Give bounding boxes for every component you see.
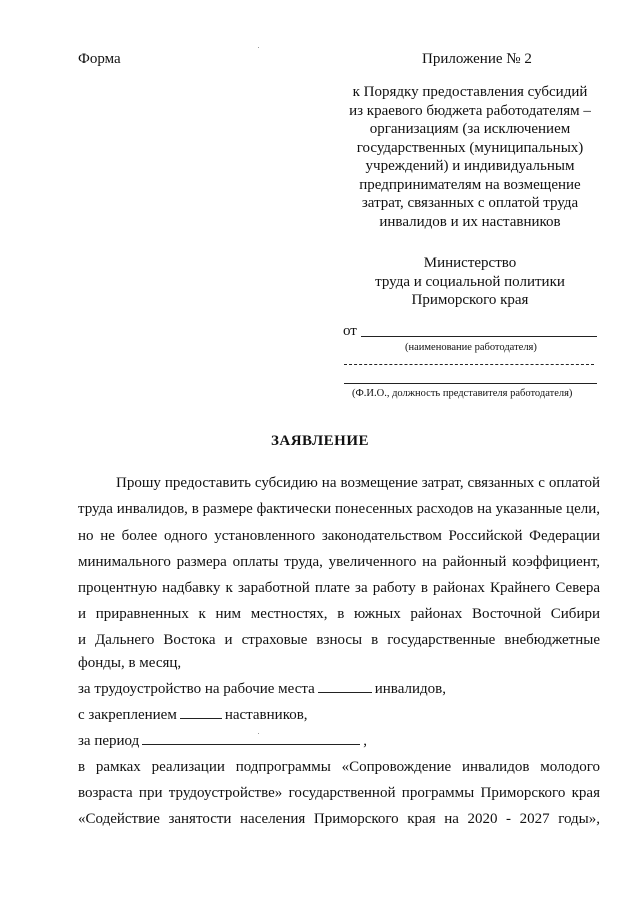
document-title: ЗАЯВЛЕНИЕ [270,433,370,449]
paragraph-line: и Дальнего Востока и страховые взносы в государственные внебюджетные [78,632,600,648]
employer-caption: (наименование работодателя) [405,342,537,353]
addressee-line: труда и социальной политики [375,273,565,290]
period-prefix: за период [78,733,140,749]
employer-name-field-2[interactable] [344,364,594,365]
scan-speck [258,733,259,734]
from-label: от [343,323,357,339]
addressee-block [330,254,610,310]
mentors-line [78,706,600,725]
program-line: в рамках реализации подпрограммы «Сопровождение инвалидов молодого [78,759,600,775]
period-field[interactable] [142,732,360,745]
paragraph-line: минимального размера оплаты труда, увеличенного на районный коэффициент, [78,554,600,570]
appendix-line: затрат, связанных с оплатой труда [361,195,579,211]
appendix-line: учреждений) и индивидуальным [365,158,575,174]
program-line: «Содействие занятости населения Приморского края на 2020 - 2027 годы», [78,811,600,827]
paragraph-line: Прошу предоставить субсидию на возмещение затрат, связанных с оплатой [116,475,600,491]
jobs-suffix: инвалидов, [374,681,446,697]
appendix-line: предпринимателям на возмещение [359,176,581,193]
appendix-label: Приложение № 2 [422,51,532,67]
addressee-line: Министерство [423,255,517,271]
representative-field[interactable] [344,383,597,384]
scan-speck [258,47,259,48]
appendix-line: к Порядку предоставления субсидий [352,84,588,100]
representative-caption: (Ф.И.О., должность представителя работодателя) [352,388,573,399]
jobs-count-field[interactable] [318,680,372,693]
paragraph-line: но не более одного установленного законодательством Российской Федерации [78,528,600,544]
period-line [78,732,600,751]
paragraph-line: процентную надбавку к заработной плате за работу в районах Крайнего Севера [78,580,600,596]
addressee-line: Приморского края [411,292,529,308]
mentors-count-field[interactable] [180,706,222,719]
appendix-line: из краевого бюджета работодателям – [349,102,591,119]
mentors-prefix: с закреплением [78,707,177,723]
appendix-line: государственных (муниципальных) [356,139,584,156]
period-suffix: , [363,733,367,749]
appendix-line: организациям (за исключением [369,121,571,137]
appendix-reference [330,83,610,231]
jobs-prefix: за трудоустройство на рабочие места [78,681,315,697]
paragraph-line: и приравненных к ним местностях, в южных районах Восточной Сибири [78,606,600,622]
employer-name-field[interactable] [361,336,597,337]
paragraph-line: фонды, в месяц, [78,655,182,671]
mentors-suffix: наставников, [224,707,308,723]
jobs-line [78,680,600,699]
form-label: Форма [78,51,121,67]
paragraph-line: труда инвалидов, в размере фактически понесенных расходов на указанные цели, [78,501,600,517]
appendix-line: инвалидов и их наставников [379,213,561,230]
program-line: возраста при трудоустройстве» государственной программы Приморского края [78,785,600,801]
